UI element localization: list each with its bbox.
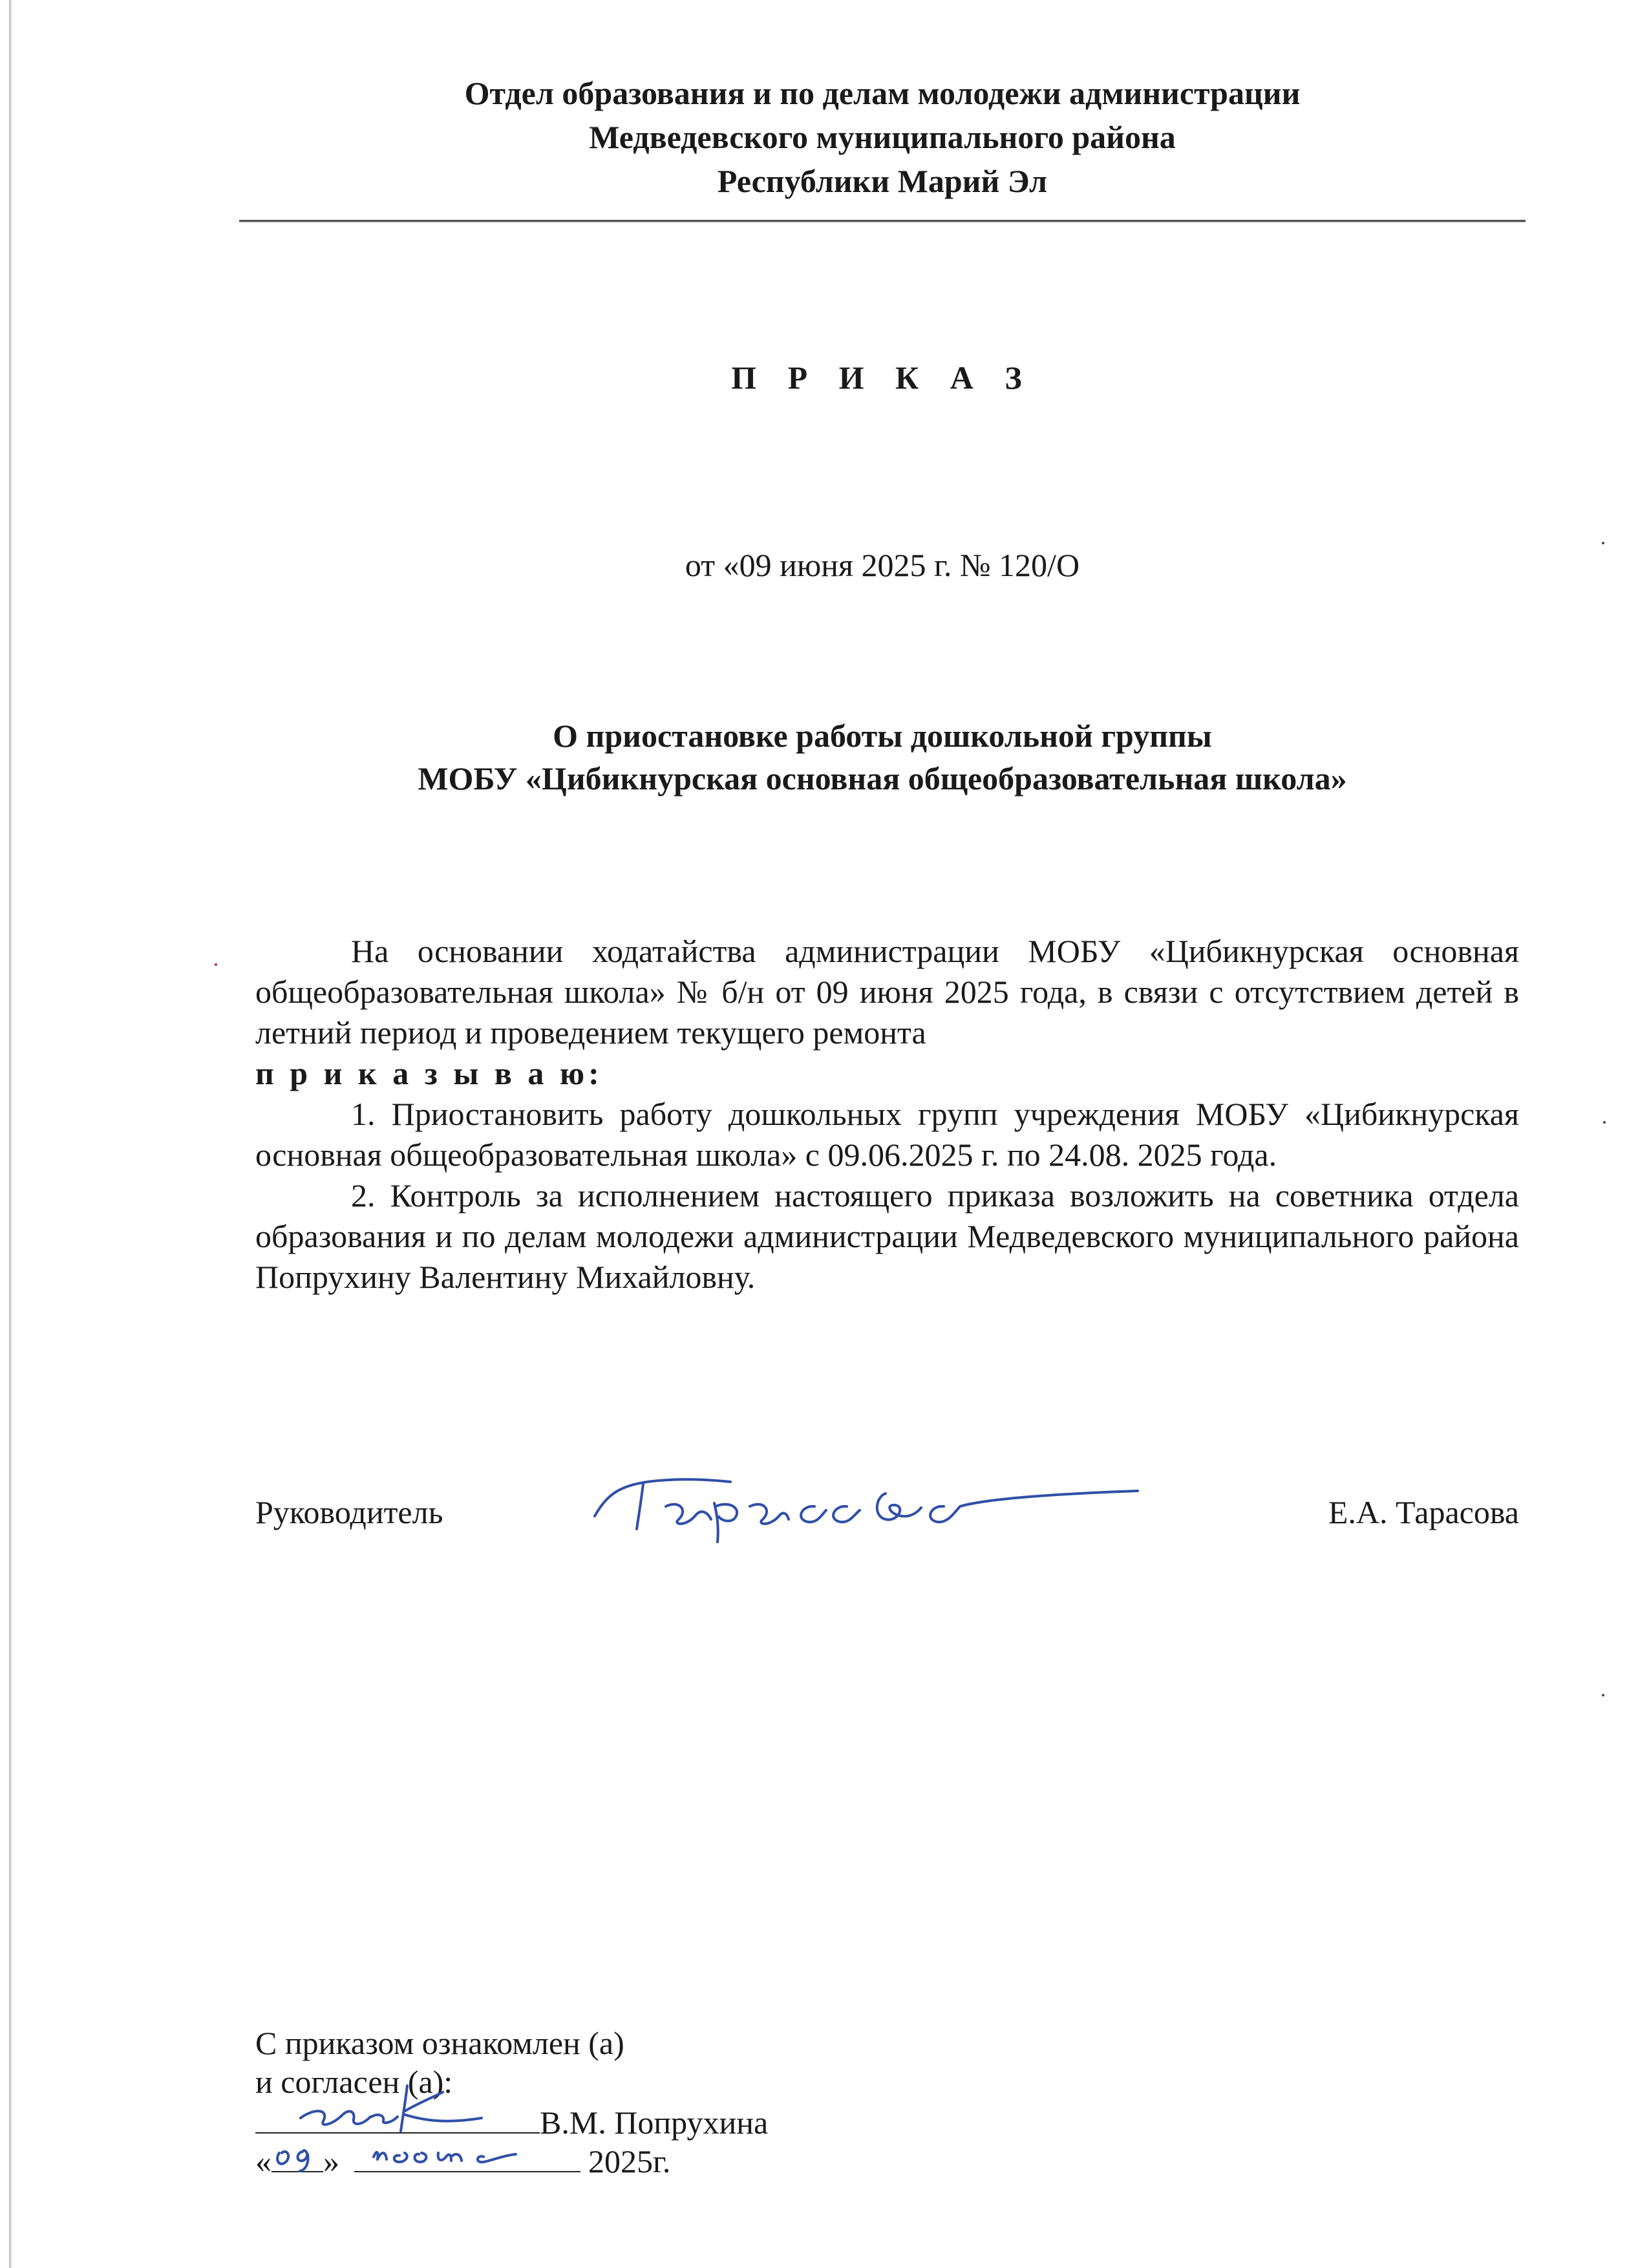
ack-date-line (255, 2140, 768, 2179)
issuer-line-2: Медведевского муниципального района (589, 119, 1176, 155)
order-item-1: 1. Приостановить работу дошкольных групп учреждения МОБУ «Цибикнурская основная общеобразовательная школа» с 09.06.2025 г. по 24.08. 2025 года. (255, 1096, 1519, 1173)
ack-line-1: С приказом ознакомлен (а) (255, 2025, 624, 2061)
ack-handwritten-day (271, 2134, 323, 2172)
subject-line-1: О приостановке работы дошкольной группы (553, 718, 1212, 754)
acknowledgement-block (255, 2024, 768, 2179)
handwritten-signature (582, 1455, 1151, 1545)
order-body (255, 931, 1519, 1298)
signatory-name: Е.А. Тарасова (1328, 1494, 1519, 1530)
order-item-2: 2. Контроль за исполнением настоящего приказа возложить на советника отдела образования и по делам молодежи администрации Медведевского муниципального района Попрухину Валентину Михайловну. (255, 1177, 1519, 1295)
scan-speck (1602, 1694, 1604, 1696)
preamble-paragraph: На основании ходатайства администрации МОБУ «Цибикнурская основная общеобразовательная школа» № б/н от 09 июня 2025 года, в связи с отсутствием детей в летний период и проведением текущего ремонта (255, 933, 1519, 1051)
scan-speck (1603, 1121, 1606, 1124)
ack-line-2: и согласен (а): (255, 2064, 453, 2100)
document-title: П Р И К А З (731, 359, 1034, 396)
date-year: 2025г. (588, 2143, 671, 2179)
issuer-line-3: Республики Марий Эл (717, 163, 1048, 199)
signature-block (255, 1493, 1519, 1539)
decree-word: п р и к а з ы в а ю: (255, 1055, 603, 1091)
ack-handwritten-month (354, 2131, 580, 2170)
scan-edge (9, 0, 12, 2268)
header-divider (239, 220, 1526, 222)
signatory-role: Руководитель (255, 1494, 443, 1530)
scan-speck (1602, 542, 1604, 544)
ack-signer-name: В.М. Попрухина (540, 2104, 769, 2141)
date-quote-open: « (255, 2143, 271, 2179)
issuer-line-1: Отдел образования и по делам молодежи администрации (464, 75, 1301, 111)
ack-handwritten-signature (294, 2079, 488, 2137)
date-month-field (354, 2140, 580, 2172)
scan-speck (215, 963, 217, 966)
order-subject (239, 714, 1526, 800)
order-date-number: от «09 июня 2025 г. № 120/О (685, 547, 1080, 583)
date-quote-close: » (323, 2143, 339, 2179)
subject-line-2: МОБУ «Цибикнурская основная общеобразовательная школа» (418, 760, 1347, 797)
signature-underline (255, 2101, 540, 2134)
date-day-field (271, 2140, 323, 2172)
issuer-header (239, 71, 1526, 203)
